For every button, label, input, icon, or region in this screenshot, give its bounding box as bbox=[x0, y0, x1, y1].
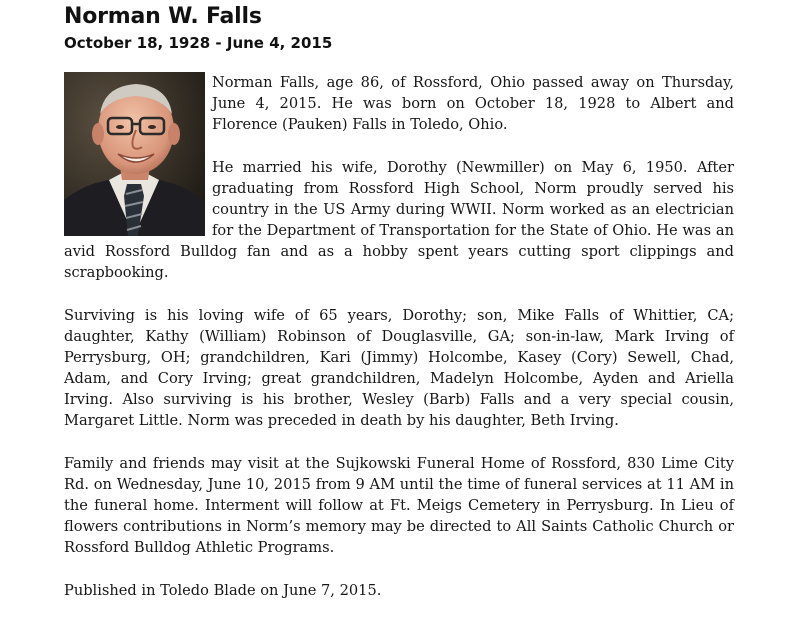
obituary-paragraph: Family and friends may visit at the Sujkowski Funeral Home of Rossford, 830 Lime City Rd. on Wednesday, June 10, 2015 from 9 AM until the time of funeral services at 11 AM in the funeral home. Interment will follow at Ft. Meigs Cemetery in Perrysburg. In Lieu of flowers contributions in Norm’s memory may be directed to All Saints Catholic Church or Rossford Bulldog Athletic Programs. bbox=[64, 455, 734, 556]
obituary-body bbox=[64, 72, 734, 623]
publication-line: Published in Toledo Blade on June 7, 2015. bbox=[64, 582, 382, 599]
obituary-paragraph: Surviving is his loving wife of 65 years, Dorothy; son, Mike Falls of Whittier, CA; daughter, Kathy (William) Robinson of Douglasville, GA; son-in-law, Mark Irving of Perrysburg, OH; grandchildren, Kari (Jimmy) Holcombe, Kasey (Cory) Sewell, Chad, Adam, and Cory Irving; great grandchildren, Madelyn Holcombe, Ayden and Ariella Irving. Also surviving is his brother, Wesley (Barb) Falls and a very special cousin, Margaret Little. Norm was preceded in death by his daughter, Beth Irving. bbox=[64, 307, 734, 429]
obituary-dates: October 18, 1928 - June 4, 2015 bbox=[64, 34, 333, 52]
obituary-paragraph: Norman Falls, age 86, of Rossford, Ohio passed away on Thursday, June 4, 2015. He was born on October 18, 1928 to Albert and Florence (Pauken) Falls in Toledo, Ohio. bbox=[212, 74, 734, 133]
photo-space bbox=[64, 72, 212, 238]
obituary-name: Norman W. Falls bbox=[64, 4, 262, 29]
obituary-paragraph: He married his wife, Dorothy (Newmiller) on May 6, 1950. After graduating from Rossford High School, Norm proudly served his country in the US Army during WWII. Norm worked as an electrician for the Department of Transportation for the State of Ohio. He was an avid Rossford Bulldog fan and as a hobby spent years cutting sport clippings and scrapbooking. bbox=[64, 159, 734, 281]
